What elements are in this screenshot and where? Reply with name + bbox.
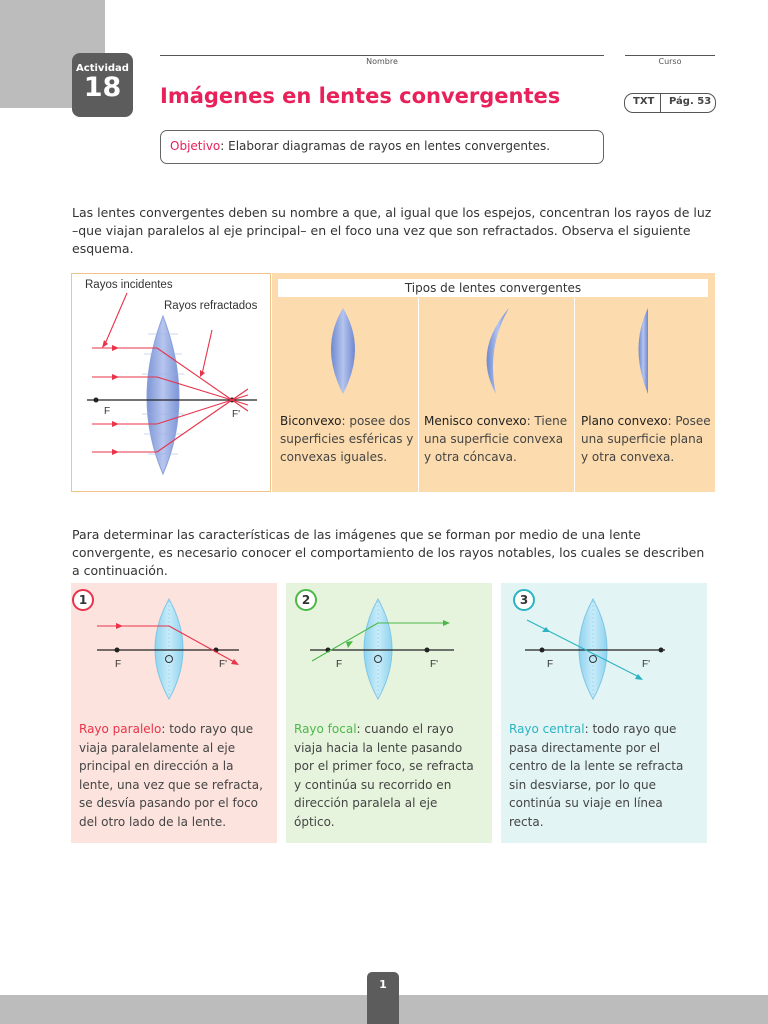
focus-fp-label: F' (232, 409, 241, 420)
focus-point-f (94, 398, 99, 403)
focus-f-label: F (115, 659, 122, 670)
txt-reference (624, 93, 716, 113)
central-ray-diagram (501, 583, 707, 708)
page-title: Imágenes en lentes convergentes (160, 84, 561, 108)
focus-fp-label: F' (642, 659, 651, 670)
activity-label: Actividad (76, 63, 129, 74)
objective-label: Objetivo (170, 139, 221, 153)
page-number: 1 (379, 978, 387, 991)
lens-type-desc: : Tiene una superficie convexa y otra cóncava. (424, 414, 568, 464)
focus-fp-label: F' (219, 659, 228, 670)
activity-number: 18 (83, 72, 122, 103)
lens-diagram (72, 274, 270, 491)
focus-f-label: F (547, 659, 554, 670)
lens-type-name: Menisco convexo (424, 414, 527, 428)
txt-divider (660, 94, 661, 112)
objective-text: : Elaborar diagramas de rayos en lentes convergentes. (220, 139, 551, 153)
intro-paragraph: Las lentes convergentes deben su nombre a que, al igual que los espejos, concentran los rayos de luz –que viajan paralelos al eje principal– en el foco una vez que son refractados. Observa el siguiente esquema. (72, 205, 712, 256)
lens-type-biconvex (280, 412, 414, 466)
course-line[interactable] (625, 55, 715, 56)
ray-number-badge: 3 (513, 589, 535, 611)
rays-incident-label: Rayos incidentes (85, 279, 173, 291)
biconvex-lens-icon (331, 308, 355, 394)
page-number-tab (367, 972, 399, 1024)
focus-f-label: F (104, 406, 111, 417)
focus-fp-label: F' (430, 659, 439, 670)
lens-type-desc: : posee dos superficies esféricas y convexas iguales. (280, 414, 414, 464)
name-line[interactable] (160, 55, 604, 56)
lens-type-name: Biconvexo (280, 414, 342, 428)
txt-label: TXT (633, 96, 655, 107)
focal-ray-diagram (286, 583, 492, 708)
lens-type-meniscus (424, 412, 570, 466)
lens-type-plano-convex (581, 412, 711, 466)
activity-badge (72, 53, 133, 117)
rays-refracted-label: Rayos refractados (164, 300, 258, 312)
ray-description-parallel (79, 720, 264, 831)
ray-name: Rayo central (509, 722, 585, 736)
objective-box (160, 130, 604, 164)
lens-types-title: Tipos de lentes convergentes (278, 279, 708, 297)
parallel-ray-diagram (71, 583, 277, 708)
biconvex-lens-shape (147, 316, 179, 474)
lens-diagram-panel (71, 273, 271, 492)
focus-f-label: F (336, 659, 343, 670)
ray-desc: : cuando el rayo viaja hacia la lente pasando por el primer foco, se refracta y continúa su recorrido en dirección paralela al eje óptico. (294, 722, 474, 829)
ray-name: Rayo paralelo (79, 722, 162, 736)
ray-number-badge: 1 (72, 589, 94, 611)
name-label: Nombre (366, 57, 398, 66)
ray-description-central (509, 720, 694, 831)
lens-type-desc: : Posee una superficie plana y otra convexa. (581, 414, 711, 464)
page-ref: Pág. 53 (669, 96, 712, 107)
ray-number-badge: 2 (295, 589, 317, 611)
ray-name: Rayo focal (294, 722, 357, 736)
ray-desc: : todo rayo que viaja paralelamente al eje principal en dirección a la lente, una vez que se refracta, se desvía pasando por el foco del otro lado de la lente. (79, 722, 263, 829)
course-label: Curso (658, 57, 682, 66)
lens-type-name: Plano convexo (581, 414, 668, 428)
second-paragraph: Para determinar las características de las imágenes que se forman por medio de una lente convergente, es necesario conocer el comportamiento de los rayos notables, los cuales se describen a continuación. (72, 527, 705, 578)
ray-desc: : todo rayo que pasa directamente por el centro de la lente se refracta sin desviarse, por lo que continúa su viaje en línea recta. (509, 722, 684, 829)
meniscus-lens-icon (487, 308, 509, 394)
plano-convex-lens-icon (639, 308, 649, 394)
ray-description-focal (294, 720, 479, 831)
lens-types-shapes (272, 298, 715, 398)
